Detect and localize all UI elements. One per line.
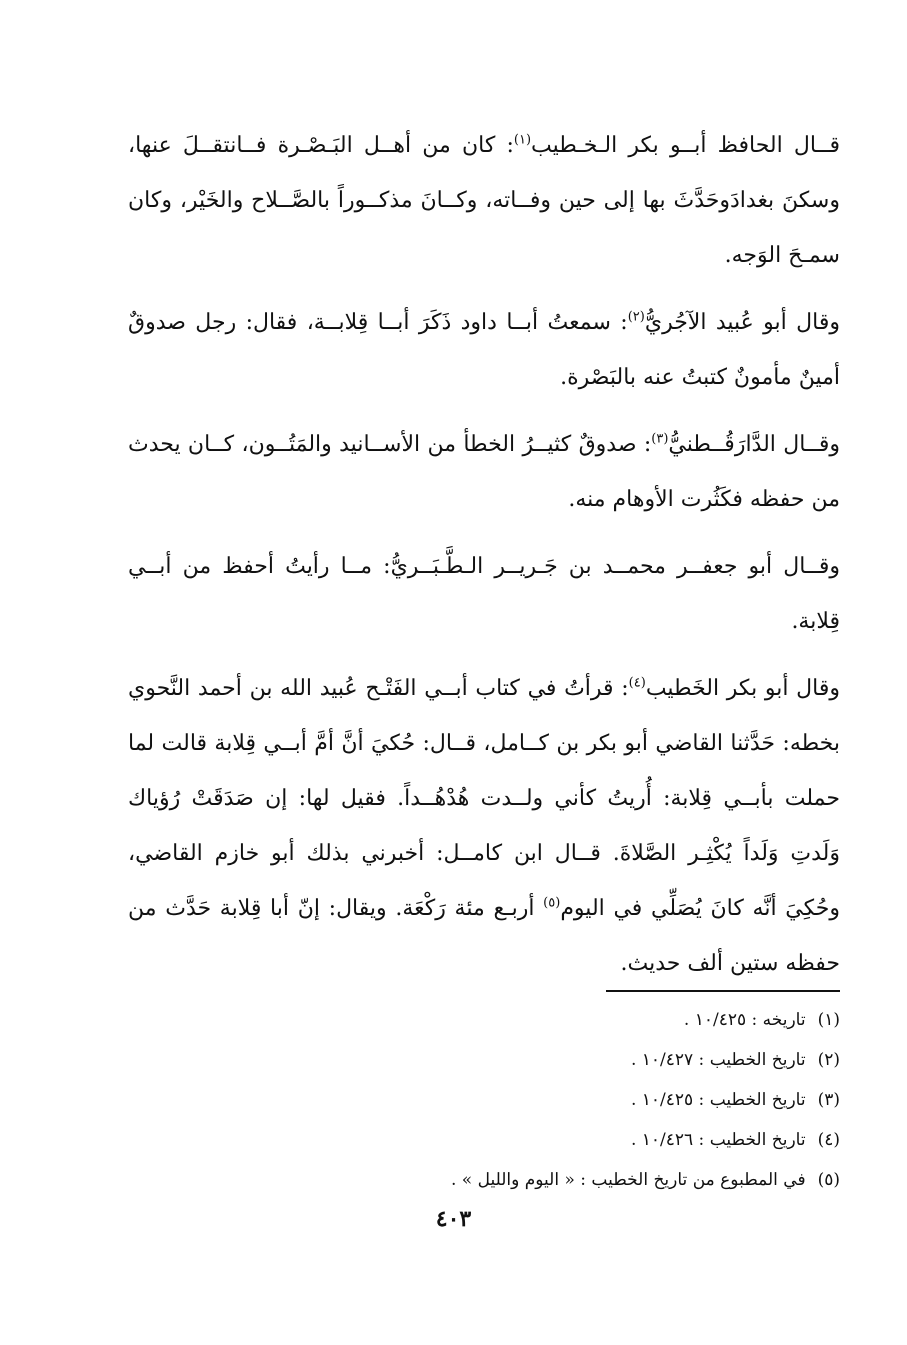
paragraph-4 bbox=[128, 539, 840, 649]
footnote-number: (٤) bbox=[817, 1130, 840, 1150]
paragraph-3-text: وقــال الدَّارَقُــطنيُّ bbox=[668, 432, 840, 457]
paragraph-2-text: وقال أبو عُبيد الآجُريُّ bbox=[644, 310, 840, 335]
footnote-text: تاريخ الخطيب : ١٠/٤٢٥ . bbox=[630, 1090, 806, 1110]
paragraph-5-text-continued: : قرأتُ في كتاب أبــي الفَتْـح عُبيد الله بن أحمد النَّحوي بخطه: حَدَّثنا القاضي أبو بكر بن كــامل، قــال: حُكيَ أنَّ أمَّ أبــي قِلابة قالت لما حملت بأبــي قِلابة: أُريتُ كأني ولــدت هُدْهُــداً. فقيل لها: إن صَدَقَتْ رُؤياك وَلَدتِ وَلَداً يُكْثِـر الصَّلاةَ. قــال ابن كامــل: أخبرني بذلك أبو خازم القاضي، وحُكِيَ أنَّه كانَ يُصَلِّي في اليوم bbox=[128, 676, 840, 921]
page-number: ٤٠٣ bbox=[435, 1206, 472, 1232]
paragraph-5-text-end: أربـع مئة رَكْعَة. ويقال: إنّ أبا قِلابة حَدَّث من حفظه ستين ألف حديث. bbox=[128, 896, 840, 976]
footnote-number: (٥) bbox=[817, 1170, 840, 1190]
paragraph-2 bbox=[128, 295, 840, 405]
paragraph-1 bbox=[128, 118, 840, 283]
footnote-number: (١) bbox=[817, 1010, 840, 1030]
paragraph-1-text-continued: : كان من أهــل البَـصْـرة فــانتقــلَ عنها، وسكنَ بغدادَوحَدَّثَ بها إلى حين وفــاته، وكــانَ مذكــوراً بالصَّــلاح والخَيْر، وكان سمـحَ الوَجه. bbox=[128, 133, 840, 268]
footnote-text: تاريخ الخطيب : ١٠/٤٢٦ . bbox=[630, 1130, 806, 1150]
paragraph-5 bbox=[128, 661, 840, 991]
footnote-1 bbox=[128, 1000, 840, 1040]
paragraph-3-text-continued: : صدوقٌ كثيــرُ الخطأ من الأســانيد والمَتُــون، كــان يحدث من حفظه فكَثُرت الأوهام منه. bbox=[128, 432, 840, 512]
paragraph-5-text: وقال أبو بكر الخَطيب bbox=[645, 676, 840, 701]
footnote-2 bbox=[128, 1040, 840, 1080]
paragraph-3 bbox=[128, 417, 840, 527]
main-text bbox=[128, 118, 840, 991]
footnote-5 bbox=[128, 1160, 840, 1200]
footnote-3 bbox=[128, 1080, 840, 1120]
footnotes bbox=[128, 1000, 840, 1200]
footnote-ref-5[interactable]: (٥) bbox=[543, 895, 561, 911]
paragraph-2-text-continued: : سمعتُ أبــا داود ذَكَرَ أبــا قِلابــة، فقال: رجل صدوقٌ أمينٌ مأمونٌ كتبتُ عنه بالبَصْرة. bbox=[128, 310, 840, 390]
paragraph-4-text: وقــال أبو جعفــر محمــد بن جَـريــر الـطَّـبَــريُّ: مــا رأيتُ أحفظ من أبــي قِلابة. bbox=[128, 554, 840, 634]
footnote-text: في المطبوع من تاريخ الخطيب : « اليوم والليل » . bbox=[450, 1170, 806, 1190]
footnote-ref-1[interactable]: (١) bbox=[513, 132, 532, 148]
footnote-4 bbox=[128, 1120, 840, 1160]
footnote-number: (٢) bbox=[817, 1050, 840, 1070]
footnote-text: تاريخ الخطيب : ١٠/٤٢٧ . bbox=[630, 1050, 806, 1070]
footnote-separator bbox=[606, 990, 840, 992]
footnote-number: (٣) bbox=[817, 1090, 840, 1110]
footnote-ref-3[interactable]: (٣) bbox=[651, 431, 669, 447]
paragraph-1-text: قــال الحافظ أبــو بكر الـخـطيب bbox=[531, 133, 840, 158]
footnote-text: تاريخه : ١٠/٤٢٥ . bbox=[683, 1010, 806, 1030]
footnote-ref-2[interactable]: (٢) bbox=[627, 309, 645, 325]
footnote-ref-4[interactable]: (٤) bbox=[628, 675, 646, 691]
